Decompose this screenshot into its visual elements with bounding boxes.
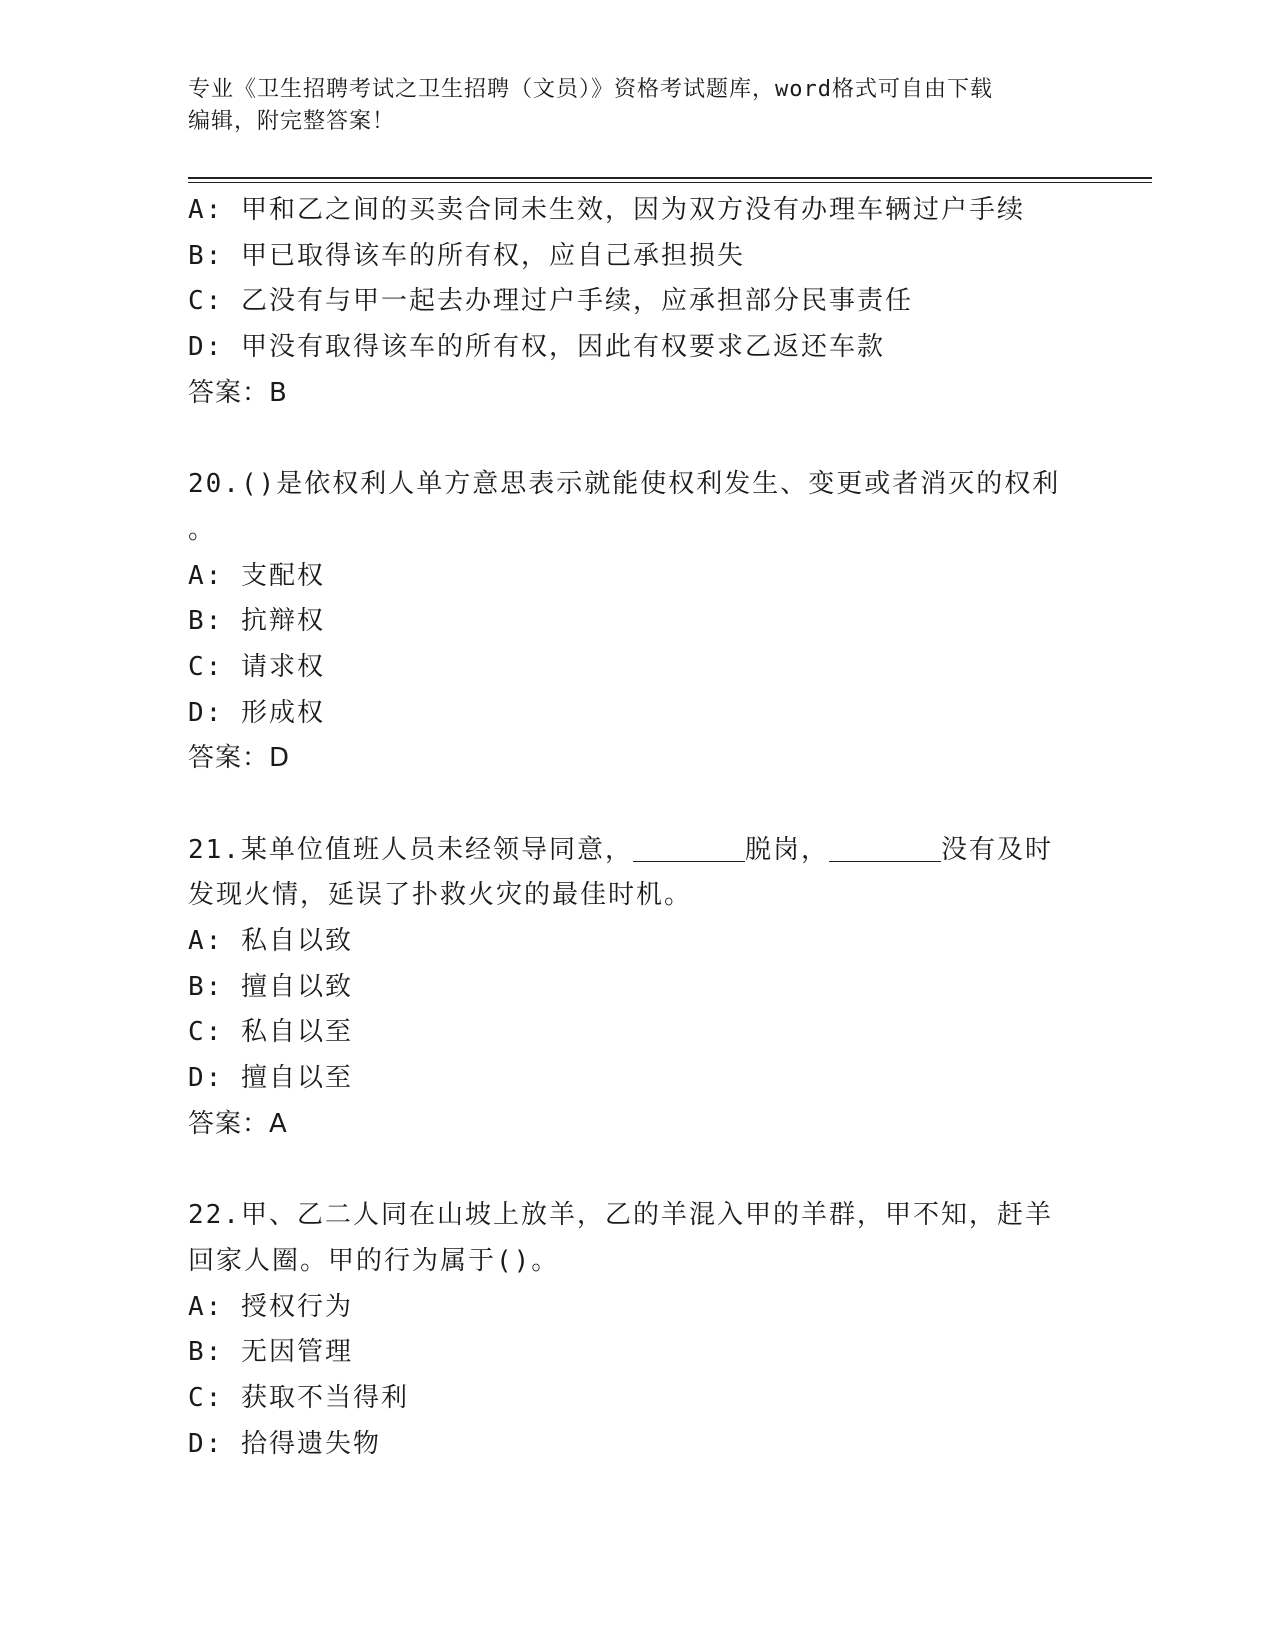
fill-blank-2: [829, 835, 941, 862]
header-divider-thick: [188, 177, 1152, 179]
option-b: B: 无因管理: [188, 1337, 353, 1368]
option-b: B: 抗辩权: [188, 606, 325, 637]
question-stem-line-1: [188, 828, 1088, 874]
spacer: [188, 782, 1088, 828]
question-stem-line-2: 回家人圈。甲的行为属于()。: [188, 1245, 560, 1276]
option-b: B: 甲已取得该车的所有权，应自己承担损失: [188, 240, 745, 271]
answer-text: 答案：A: [188, 1108, 288, 1139]
question-stem-line-1: 20.()是依权利人单方意思表示就能使权利发生、变更或者消灭的权利: [188, 469, 1061, 500]
answer-text: 答案：D: [188, 743, 291, 774]
answer-text: 答案：B: [188, 377, 288, 408]
header-divider-thin: [188, 182, 1152, 183]
stem-part-1: 21.某单位值班人员未经领导同意，: [188, 834, 633, 865]
option-a: A: 支配权: [188, 560, 325, 591]
question-20: [188, 462, 1088, 782]
stem-part-3: 没有及时: [940, 834, 1053, 865]
option-a: A: 甲和乙之间的买卖合同未生效，因为双方没有办理车辆过户手续: [188, 195, 1025, 225]
question-stem-line-1: 22.甲、乙二人同在山坡上放羊，乙的羊混入甲的羊群，甲不知，赶羊: [188, 1200, 1053, 1231]
option-a: A: 私自以致: [188, 926, 353, 956]
option-c: C: 请求权: [188, 651, 325, 682]
question-list: [188, 188, 1088, 1467]
option-b: B: 擅自以致: [188, 971, 353, 1002]
spacer: [188, 1147, 1088, 1193]
option-c: C: 私自以至: [188, 1017, 353, 1048]
option-d: D: 甲没有取得该车的所有权，因此有权要求乙返还车款: [188, 332, 885, 363]
option-d: D: 擅自以至: [188, 1063, 353, 1094]
stem-part-2: 脱岗，: [744, 834, 829, 865]
fill-blank-1: [633, 835, 745, 862]
option-a: A: 授权行为: [188, 1291, 353, 1322]
question-stem-line-2: 。: [188, 514, 217, 545]
question-stem-line-2: 发现火情，延误了扑救火灾的最佳时机。: [188, 880, 693, 911]
option-c: C: 乙没有与甲一起去办理过户手续，应承担部分民事责任: [188, 286, 913, 317]
question-19: [188, 188, 1088, 416]
header-line-2: 编辑，附完整答案！: [188, 109, 396, 134]
option-d: D: 拾得遗失物: [188, 1428, 381, 1459]
header-line-1: 专业《卫生招聘考试之卫生招聘（文员）》资格考试题库，word格式可自由下载: [188, 77, 993, 102]
option-d: D: 形成权: [188, 697, 325, 728]
question-22: [188, 1193, 1088, 1467]
question-21: [188, 828, 1088, 1148]
spacer: [188, 416, 1088, 462]
option-c: C: 获取不当得利: [188, 1382, 409, 1413]
document-header: [188, 74, 1088, 138]
